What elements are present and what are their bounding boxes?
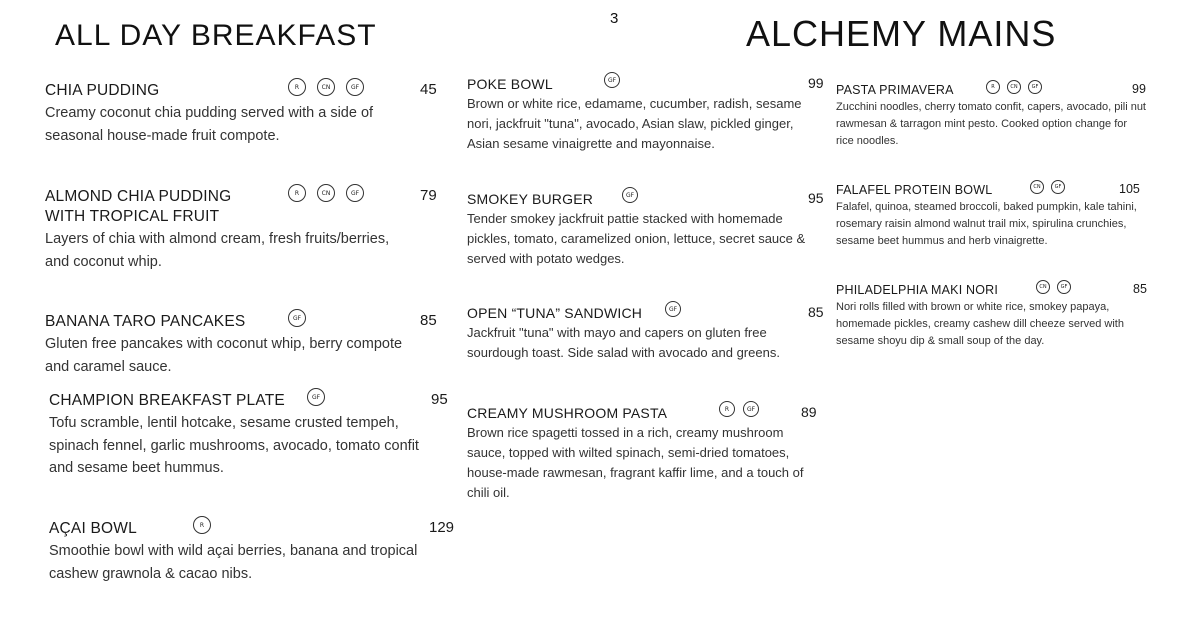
menu-item-description: Tender smokey jackfruit pattie stacked with homemade pickles, tomato, caramelized onion, lettuce, secret sauce & served with potato wedges. <box>467 211 806 266</box>
menu-item-description: Jackfruit "tuna" with mayo and capers on gluten free sourdough toast. Side salad with avocado and greens. <box>467 325 780 360</box>
dietary-tags <box>604 72 620 88</box>
menu-item-name: CHAMPION BREAKFAST PLATE <box>49 392 285 409</box>
dietary-tags <box>193 516 211 534</box>
dietary-tags <box>1030 180 1065 194</box>
menu-item-price: 85 <box>808 304 824 320</box>
menu-item <box>836 282 1146 350</box>
raw-icon: R <box>986 80 1000 94</box>
raw-icon: R <box>288 78 306 96</box>
menu-item-description: Brown rice spagetti tossed in a rich, creamy mushroom sauce, topped with wilted spinach, semi-dried tomatoes, house-made rawmesan, fragrant kaffir lime, and a touch of chili oil. <box>467 425 804 500</box>
menu-item <box>467 304 824 363</box>
menu-item-price: 85 <box>1133 282 1147 296</box>
menu-item-name: SMOKEY BURGER <box>467 191 594 207</box>
dietary-tags <box>288 78 364 96</box>
gluten-free-icon: GF <box>307 388 325 406</box>
contains-nuts-icon: CN <box>1030 180 1044 194</box>
menu-item-header <box>467 75 824 93</box>
menu-item <box>467 190 824 269</box>
dietary-tags <box>288 184 364 202</box>
menu-item-price: 95 <box>808 190 824 206</box>
menu-item-name: OPEN “TUNA” SANDWICH <box>467 305 643 321</box>
menu-item <box>49 391 448 480</box>
menu-item-description: Creamy coconut chia pudding served with a side of seasonal house-made fruit compote. <box>45 105 374 144</box>
dietary-tags <box>307 388 325 406</box>
menu-item <box>49 519 455 585</box>
menu-item-price: 79 <box>420 187 437 204</box>
menu-item-header <box>49 519 455 539</box>
menu-item <box>45 81 437 147</box>
gluten-free-icon: GF <box>665 301 681 317</box>
raw-icon: R <box>719 401 735 417</box>
gluten-free-icon: GF <box>288 309 306 327</box>
dietary-tags <box>288 309 306 327</box>
menu-item <box>836 82 1146 150</box>
menu-item-description: Tofu scramble, lentil hotcake, sesame crusted tempeh, spinach fennel, garlic mushrooms, avocado, tomato confit and sesame beet hummus. <box>49 415 419 476</box>
dietary-tags <box>986 80 1042 94</box>
page-number: 3 <box>610 10 619 27</box>
menu-item-description: Falafel, quinoa, steamed broccoli, baked pumpkin, kale tahini, rosemary raisin almond walnut trail mix, spirulina crunchies, sesame beet hummus and herb vinaigrette. <box>836 201 1137 247</box>
raw-icon: R <box>288 184 306 202</box>
menu-item-header <box>45 81 437 101</box>
menu-item-name: BANANA TARO PANCAKES <box>45 313 246 330</box>
menu-item-name: CHIA PUDDING <box>45 82 160 99</box>
menu-item <box>45 187 437 273</box>
menu-item-description: Nori rolls filled with brown or white rice, smokey papaya, homemade pickles, creamy cashew dill cheeze served with sesame shoyu dip & small soup of the day. <box>836 301 1124 347</box>
menu-item-price: 99 <box>1132 82 1146 96</box>
menu-item-header <box>467 190 824 208</box>
gluten-free-icon: GF <box>1057 280 1071 294</box>
gluten-free-icon: GF <box>622 187 638 203</box>
raw-icon: R <box>193 516 211 534</box>
menu-item-price: 45 <box>420 81 437 98</box>
gluten-free-icon: GF <box>1028 80 1042 94</box>
menu-item-header <box>836 182 1146 199</box>
menu-item <box>467 404 817 503</box>
gluten-free-icon: GF <box>346 78 364 96</box>
contains-nuts-icon: CN <box>1007 80 1021 94</box>
menu-item <box>836 182 1146 250</box>
dietary-tags <box>665 301 681 317</box>
menu-item-description: Smoothie bowl with wild açai berries, banana and tropical cashew grawnola & cacao nibs. <box>49 543 418 582</box>
gluten-free-icon: GF <box>346 184 364 202</box>
menu-item-header <box>836 282 1146 299</box>
menu-item <box>45 312 437 378</box>
menu-item-header <box>467 304 824 322</box>
menu-item-header <box>836 82 1146 99</box>
menu-item-name: PASTA PRIMAVERA <box>836 83 954 97</box>
menu-item-price: 89 <box>801 404 817 420</box>
menu-item <box>467 75 824 154</box>
menu-item-price: 129 <box>429 519 455 536</box>
menu-item-description: Layers of chia with almond cream, fresh fruits/berries, and coconut whip. <box>45 231 390 270</box>
menu-item-price: 85 <box>420 312 437 329</box>
menu-item-name: AÇAI BOWL <box>49 520 137 537</box>
gluten-free-icon: GF <box>604 72 620 88</box>
contains-nuts-icon: CN <box>1036 280 1050 294</box>
menu-item-price: 95 <box>431 391 448 408</box>
menu-item-name: ALMOND CHIA PUDDING WITH TROPICAL FRUIT <box>45 188 232 225</box>
menu-item-header <box>467 404 817 422</box>
dietary-tags <box>719 401 759 417</box>
menu-item-description: Zucchini noodles, cherry tomato confit, capers, avocado, pili nut rawmesan & tarragon mint pesto. Cooked option change for rice noodles. <box>836 101 1146 147</box>
menu-item-name: PHILADELPHIA MAKI NORI <box>836 283 999 297</box>
dietary-tags <box>622 187 638 203</box>
gluten-free-icon: GF <box>743 401 759 417</box>
menu-item-header <box>45 187 437 227</box>
dietary-tags <box>1036 280 1071 294</box>
breakfast-section-title: ALL DAY BREAKFAST <box>55 19 377 52</box>
menu-item-header <box>45 312 437 332</box>
menu-item-name: FALAFEL PROTEIN BOWL <box>836 183 993 197</box>
menu-item-name: CREAMY MUSHROOM PASTA <box>467 405 668 421</box>
menu-item-price: 105 <box>1119 182 1140 196</box>
menu-item-name: POKE BOWL <box>467 76 553 92</box>
menu-item-header <box>49 391 448 411</box>
contains-nuts-icon: CN <box>317 78 335 96</box>
contains-nuts-icon: CN <box>317 184 335 202</box>
menu-item-price: 99 <box>808 75 824 91</box>
mains-section-title: ALCHEMY MAINS <box>746 13 1057 54</box>
menu-item-description: Gluten free pancakes with coconut whip, berry compote and caramel sauce. <box>45 336 403 375</box>
menu-item-description: Brown or white rice, edamame, cucumber, radish, sesame nori, jackfruit "tuna", avocado, Asian slaw, pickled ginger, Asian sesame vinaigrette and mayonnaise. <box>467 96 802 151</box>
gluten-free-icon: GF <box>1051 180 1065 194</box>
